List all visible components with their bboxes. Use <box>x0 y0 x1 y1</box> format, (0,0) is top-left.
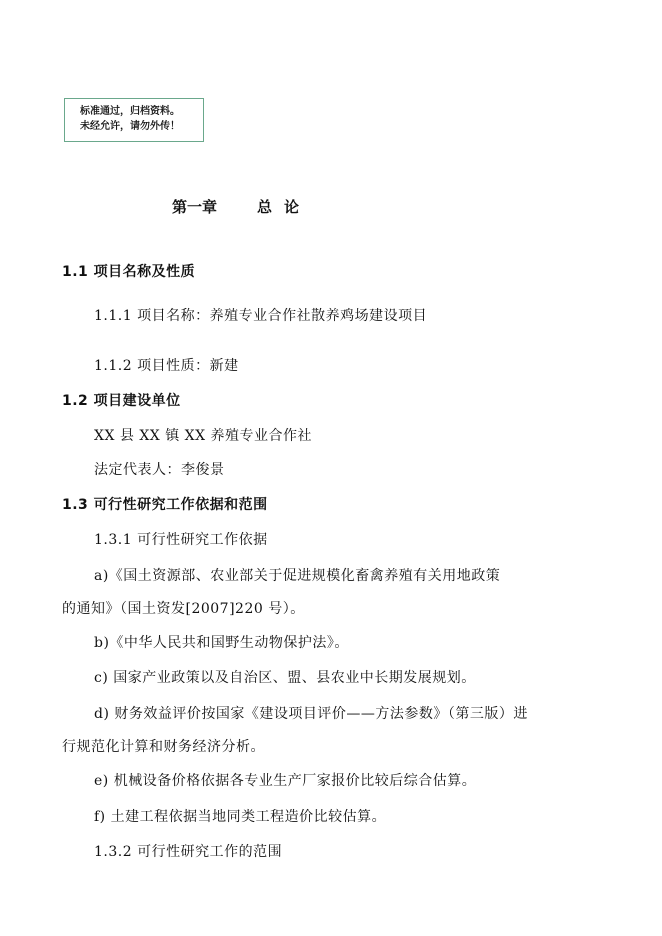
subsection-1-3-2: 1.3.2 可行性研究工作的范围 <box>94 844 283 860</box>
unit-name-line: XX 县 XX 镇 XX 养殖专业合作社 <box>94 428 313 444</box>
chapter-number: 第一章 <box>172 198 218 216</box>
stamp-line-2: 未经允许，请勿外传！ <box>80 121 180 132</box>
basis-item-c: c) 国家产业政策以及自治区、盟、县农业中长期发展规划。 <box>94 670 476 686</box>
basis-item-f: f) 土建工程依据当地同类工程造价比较估算。 <box>94 809 387 825</box>
basis-item-a-line-1: a)《国土资源部、农业部关于促进规模化畜禽养殖有关用地政策 <box>94 568 501 584</box>
section-heading-1-3: 1.3 可行性研究工作依据和范围 <box>62 497 268 513</box>
legal-representative-line: 法定代表人：李俊景 <box>94 462 225 478</box>
section-heading-1-1: 1.1 项目名称及性质 <box>62 264 196 280</box>
project-nature-line: 1.1.2 项目性质：新建 <box>94 358 239 374</box>
chapter-title: 总论 <box>257 198 312 216</box>
section-heading-1-2: 1.2 项目建设单位 <box>62 393 181 409</box>
stamp-line-1: 标准通过，归档资料。 <box>80 106 180 117</box>
basis-item-d-line-2: 行规范化计算和财务经济分析。 <box>62 739 265 755</box>
chapter-heading <box>172 196 311 217</box>
project-name-line: 1.1.1 项目名称：养殖专业合作社散养鸡场建设项目 <box>94 308 428 324</box>
archive-stamp <box>64 98 204 142</box>
basis-item-b: b)《中华人民共和国野生动物保护法》。 <box>94 635 349 651</box>
basis-item-a-line-2: 的通知》（国土资发[2007]220 号）。 <box>62 601 305 617</box>
basis-item-e: e) 机械设备价格依据各专业生产厂家报价比较后综合估算。 <box>94 773 477 789</box>
subsection-1-3-1: 1.3.1 可行性研究工作依据 <box>94 532 268 548</box>
basis-item-d-line-1: d) 财务效益评价按国家《建设项目评价——方法参数》（第三版）进 <box>94 706 528 722</box>
